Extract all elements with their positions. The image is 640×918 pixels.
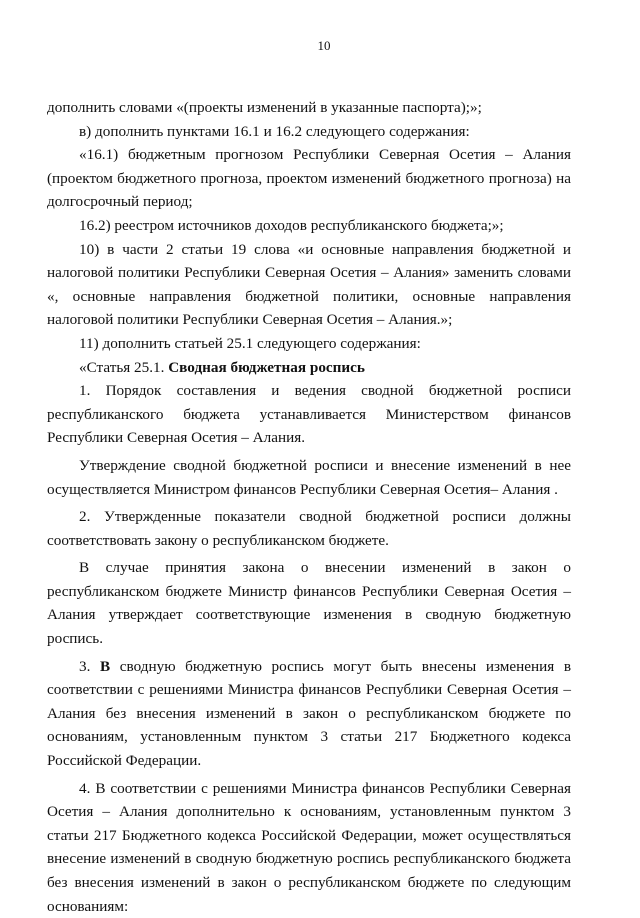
paragraph: 2. Утвержденные показатели сводной бюджетной росписи должны соответствовать закону о республиканском бюджете. [47, 508, 571, 549]
paragraph: в) дополнить пунктами 16.1 и 16.2 следующего содержания: [79, 122, 470, 140]
item-3-bold-word: В [100, 657, 111, 675]
item-3-number: 3. [79, 657, 101, 675]
paragraph: 10) в части 2 статьи 19 слова «и основные направления бюджетной и налоговой политики Республики Северная Осетия – Алания» заменить словами «, основные направления бюджетной политики, основные направления налоговой политики Республики Северная Осетия – Алания.»; [47, 240, 571, 329]
paragraph: 11) дополнить статьей 25.1 следующего содержания: [79, 334, 421, 352]
paragraph: 1. Порядок составления и ведения сводной бюджетной росписи республиканского бюджета устанавливается Министерством финансов Республики Северная Осетия – Алания. [47, 382, 571, 447]
paragraph: В случае принятия закона о внесении изменений в закон о республиканском бюджете Министр финансов Республики Северная Осетия – Алания утверждает соответствующие изменения в сводную бюджетную роспись. [47, 559, 571, 648]
paragraph: Утверждение сводной бюджетной росписи и внесение изменений в нее осуществляется Министром финансов Республики Северная Осетия– Алания . [47, 456, 571, 498]
article-heading-prefix: «Статья 25.1. [79, 358, 169, 376]
item-3-text: сводную бюджетную роспись могут быть внесены изменения в соответствии с решениями Министра финансов Республики Северная Осетия – Алания без внесения изменений в закон о республиканском бюджете по основаниям, установленным пунктом 3 статьи 217 Бюджетного кодекса Российской Федерации. [47, 657, 571, 770]
page-number: 10 [317, 38, 331, 53]
paragraph: дополнить словами «(проекты изменений в указанные паспорта);»; [47, 99, 482, 116]
paragraph: «16.1) бюджетным прогнозом Республики Северная Осетия – Алания (проектом бюджетного прогноза, проектом изменений бюджетного прогноза) на долгосрочный период; [47, 146, 571, 211]
paragraph: 4. В соответствии с решениями Министра финансов Республики Северная Осетия – Алания дополнительно к основаниям, установленным пунктом 3 статьи 217 Бюджетного кодекса Российской Федерации, может осуществляться внесение изменений в сводную бюджетную роспись республиканского бюджета без внесения изменений в закон о республиканском бюджете по следующим основаниям: [47, 779, 571, 915]
article-heading [47, 356, 571, 380]
article-heading-title: Сводная бюджетная роспись [168, 358, 365, 376]
paragraph: 16.2) реестром источников доходов республиканского бюджета;»; [79, 216, 504, 234]
document-body [47, 96, 571, 918]
paragraph-item-3 [47, 655, 571, 773]
